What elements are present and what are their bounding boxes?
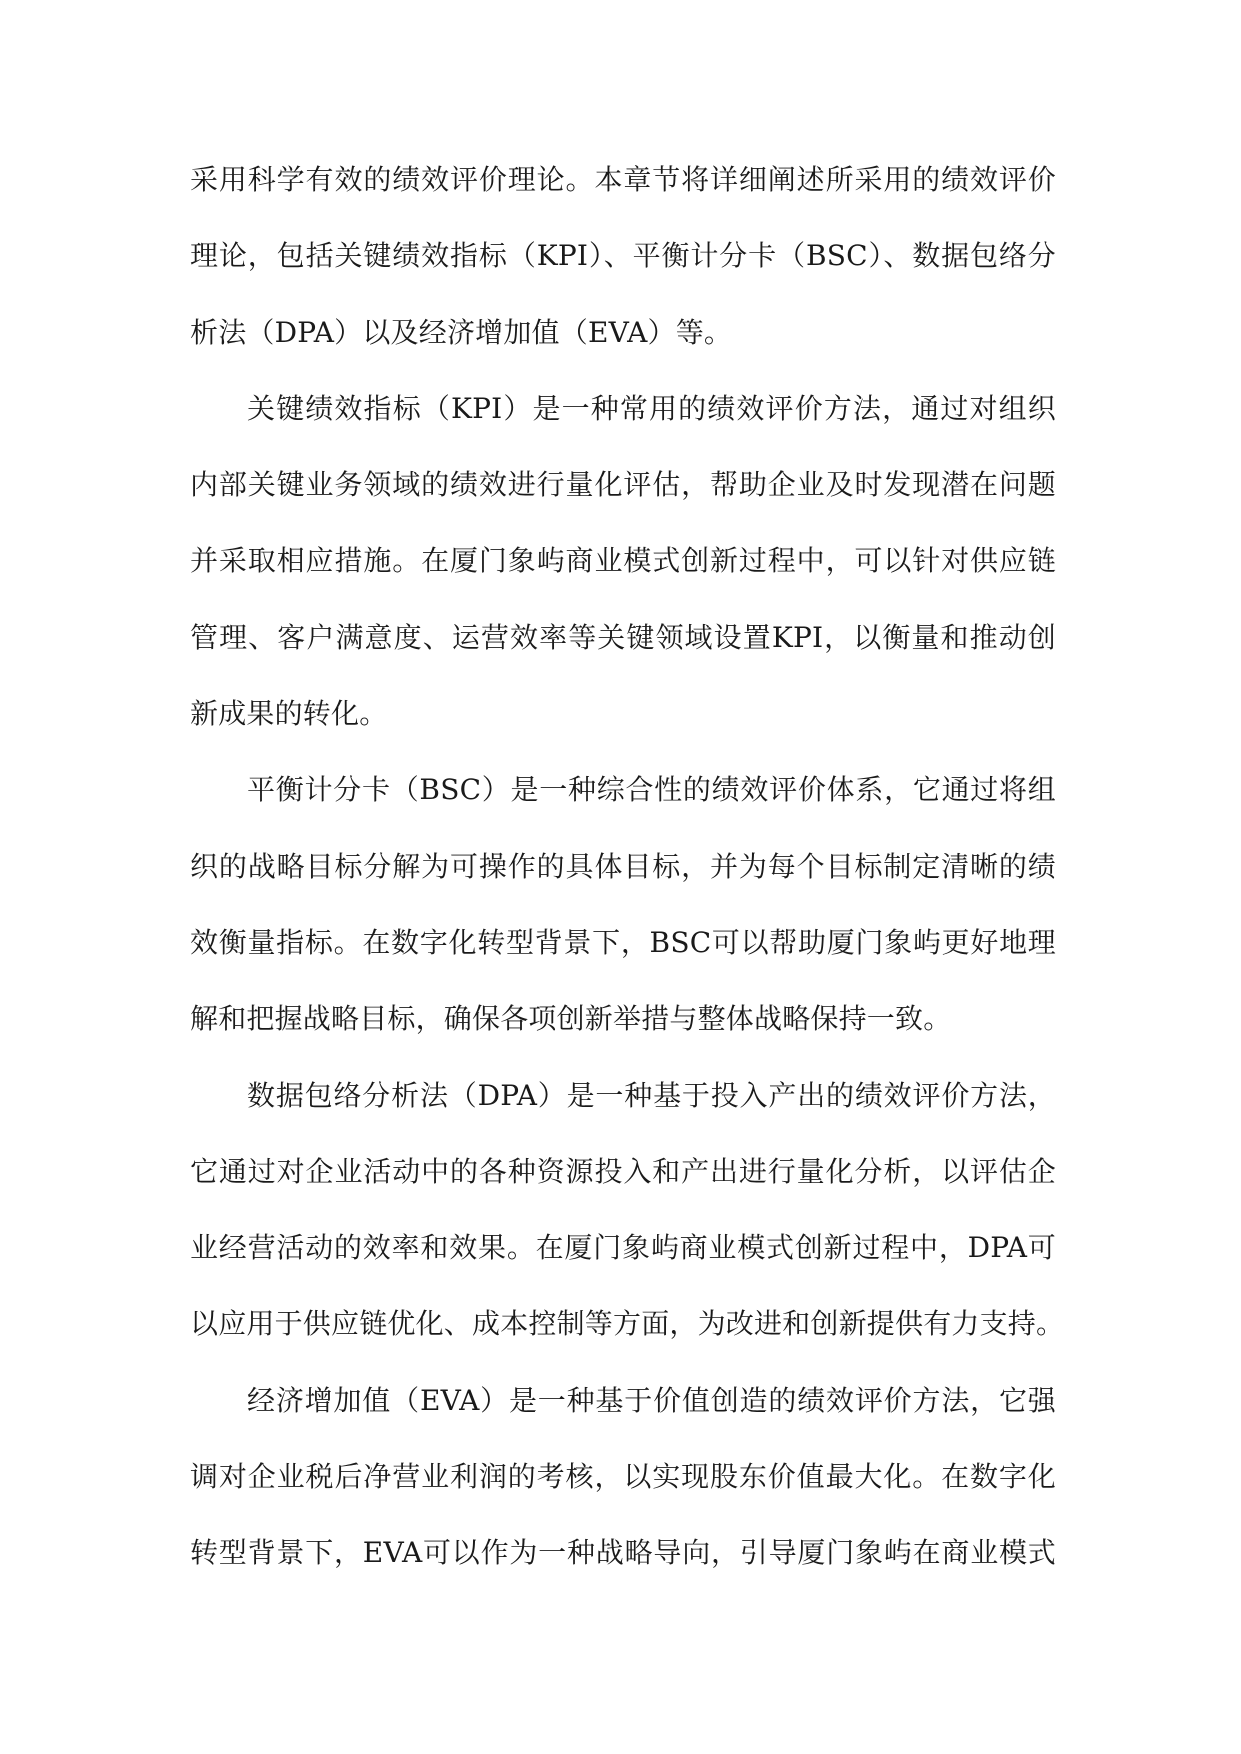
text-line: 采用科学有效的绩效评价理论。本章节将详细阐述所采用的绩效评价 <box>190 163 1056 196</box>
text-line: 业经营活动的效率和效果。在厦门象屿商业模式创新过程中，DPA可 <box>190 1231 1056 1265</box>
text-line: 经济增加值（EVA）是一种基于价值创造的绩效评价方法，它强 <box>247 1383 1056 1417</box>
text-line: 解和把握战略目标，确保各项创新举措与整体战略保持一致。 <box>190 1002 952 1036</box>
text-line: 并采取相应措施。在厦门象屿商业模式创新过程中，可以针对供应链 <box>190 544 1056 578</box>
text-line: 内部关键业务领域的绩效进行量化评估，帮助企业及时发现潜在问题 <box>190 468 1056 502</box>
text-line: 效衡量指标。在数字化转型背景下，BSC可以帮助厦门象屿更好地理 <box>190 925 1056 959</box>
text-line: 调对企业税后净营业利润的考核，以实现股东价值最大化。在数字化 <box>190 1460 1056 1494</box>
text-line: 关键绩效指标（KPI）是一种常用的绩效评价方法，通过对组织 <box>247 391 1056 425</box>
text-line: 转型背景下，EVA可以作为一种战略导向，引导厦门象屿在商业模式 <box>190 1536 1056 1570</box>
text-line: 管理、客户满意度、运营效率等关键领域设置KPI，以衡量和推动创 <box>190 620 1056 654</box>
text-line: 它通过对企业活动中的各种资源投入和产出进行量化分析，以评估企 <box>190 1154 1056 1188</box>
text-line: 以应用于供应链优化、成本控制等方面，为改进和创新提供有力支持。 <box>190 1307 1065 1341</box>
text-line: 数据包络分析法（DPA）是一种基于投入产出的绩效评价方法， <box>247 1078 1056 1112</box>
text-line: 织的战略目标分解为可操作的具体目标，并为每个目标制定清晰的绩 <box>190 849 1056 883</box>
text-line: 析法（DPA）以及经济增加值（EVA）等。 <box>190 315 733 349</box>
text-line: 平衡计分卡（BSC）是一种综合性的绩效评价体系，它通过将组 <box>247 773 1056 807</box>
body-text <box>190 142 1065 1592</box>
text-line: 新成果的转化。 <box>190 697 388 731</box>
text-line: 理论，包括关键绩效指标（KPI）、平衡计分卡（BSC）、数据包络分 <box>190 239 1056 273</box>
